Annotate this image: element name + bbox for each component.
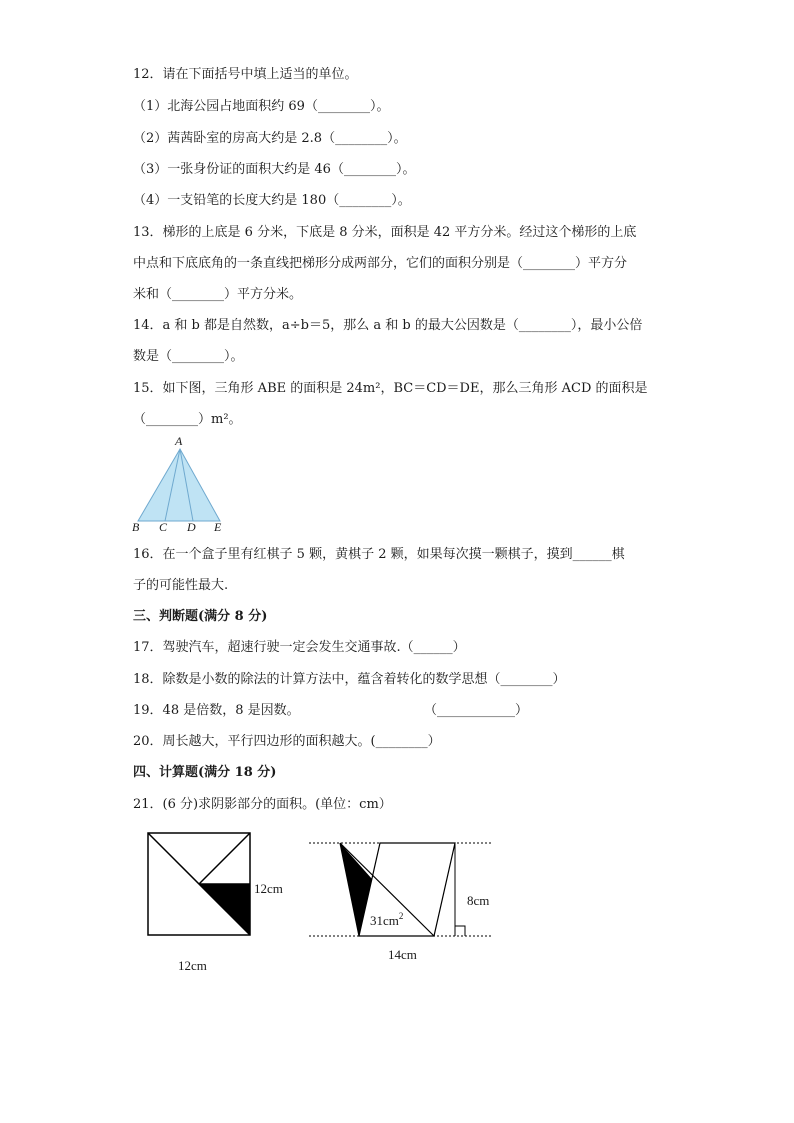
q21-parallelogram-figure	[305, 835, 505, 965]
q17: 17．驾驶汽车，超速行驶一定会发生交通事故.（______）	[133, 640, 466, 655]
side-label: 12cm	[254, 881, 283, 896]
label-e: E	[214, 520, 222, 534]
square-anti-diagonal-half	[199, 833, 250, 884]
q15-triangle-figure	[128, 430, 238, 535]
label-a: A	[175, 434, 183, 448]
q19-text: 19．48 是倍数，8 是因数。	[133, 703, 300, 718]
q13-line-2: 中点和下底底角的一条直线把梯形分成两部分，它们的面积分别是（________）平方分	[133, 256, 628, 271]
q12-item-4: （4）一支铅笔的长度大约是 180（________）。	[133, 193, 411, 208]
q21-square-figure	[140, 825, 300, 985]
bottom-label: 14cm	[388, 947, 417, 962]
label-c: C	[159, 520, 168, 534]
q12-item-2: （2）茜茜卧室的房高大约是 2.8（________）。	[133, 131, 407, 146]
q12-item-3: （3）一张身份证的面积大约是 46（________）。	[133, 162, 416, 177]
section-4-heading: 四、计算题(满分 18 分)	[133, 765, 277, 780]
q14-line-1: 14．a 和 b 都是自然数，a÷b＝5，那么 a 和 b 的最大公因数是（________），最小公倍	[133, 318, 643, 333]
q16-line-2: 子的可能性最大.	[133, 578, 229, 593]
label-d: D	[187, 520, 196, 534]
height-label: 8cm	[467, 893, 490, 908]
q19-blank: （____________）	[424, 703, 529, 718]
q20: 20．周长越大，平行四边形的面积越大。(________）	[133, 734, 441, 749]
q15-line-2: （________）m²。	[133, 412, 242, 427]
q13-line-3: 米和（________）平方分米。	[133, 287, 303, 302]
q15-line-1: 15．如下图，三角形 ABE 的面积是 24m²，BC＝CD＝DE，那么三角形 ACD 的面积是	[133, 381, 648, 396]
triangle-abe	[138, 449, 220, 521]
right-angle-mark	[455, 926, 465, 936]
q12-item-1: （1）北海公园占地面积约 69（________）。	[133, 99, 390, 114]
q18: 18．除数是小数的除法的计算方法中，蕴含着转化的数学思想（________）	[133, 672, 566, 687]
section-3-heading: 三、判断题(满分 8 分)	[133, 609, 268, 624]
bottom-label: 12cm	[178, 958, 207, 973]
q21-stem: 21．(6 分)求阴影部分的面积。(单位：cm）	[133, 797, 392, 812]
q12-stem: 12．请在下面括号中填上适当的单位。	[133, 67, 358, 82]
q14-line-2: 数是（________）。	[133, 349, 244, 364]
label-b: B	[132, 520, 140, 534]
q16-line-1: 16．在一个盒子里有红棋子 5 颗，黄棋子 2 颗，如果每次摸一颗棋子，摸到______棋	[133, 547, 625, 562]
q13-line-1: 13．梯形的上底是 6 分米，下底是 8 分米，面积是 42 平方分米。经过这个梯形的上底	[133, 225, 637, 240]
area-label: $31cm^2$	[370, 911, 404, 928]
